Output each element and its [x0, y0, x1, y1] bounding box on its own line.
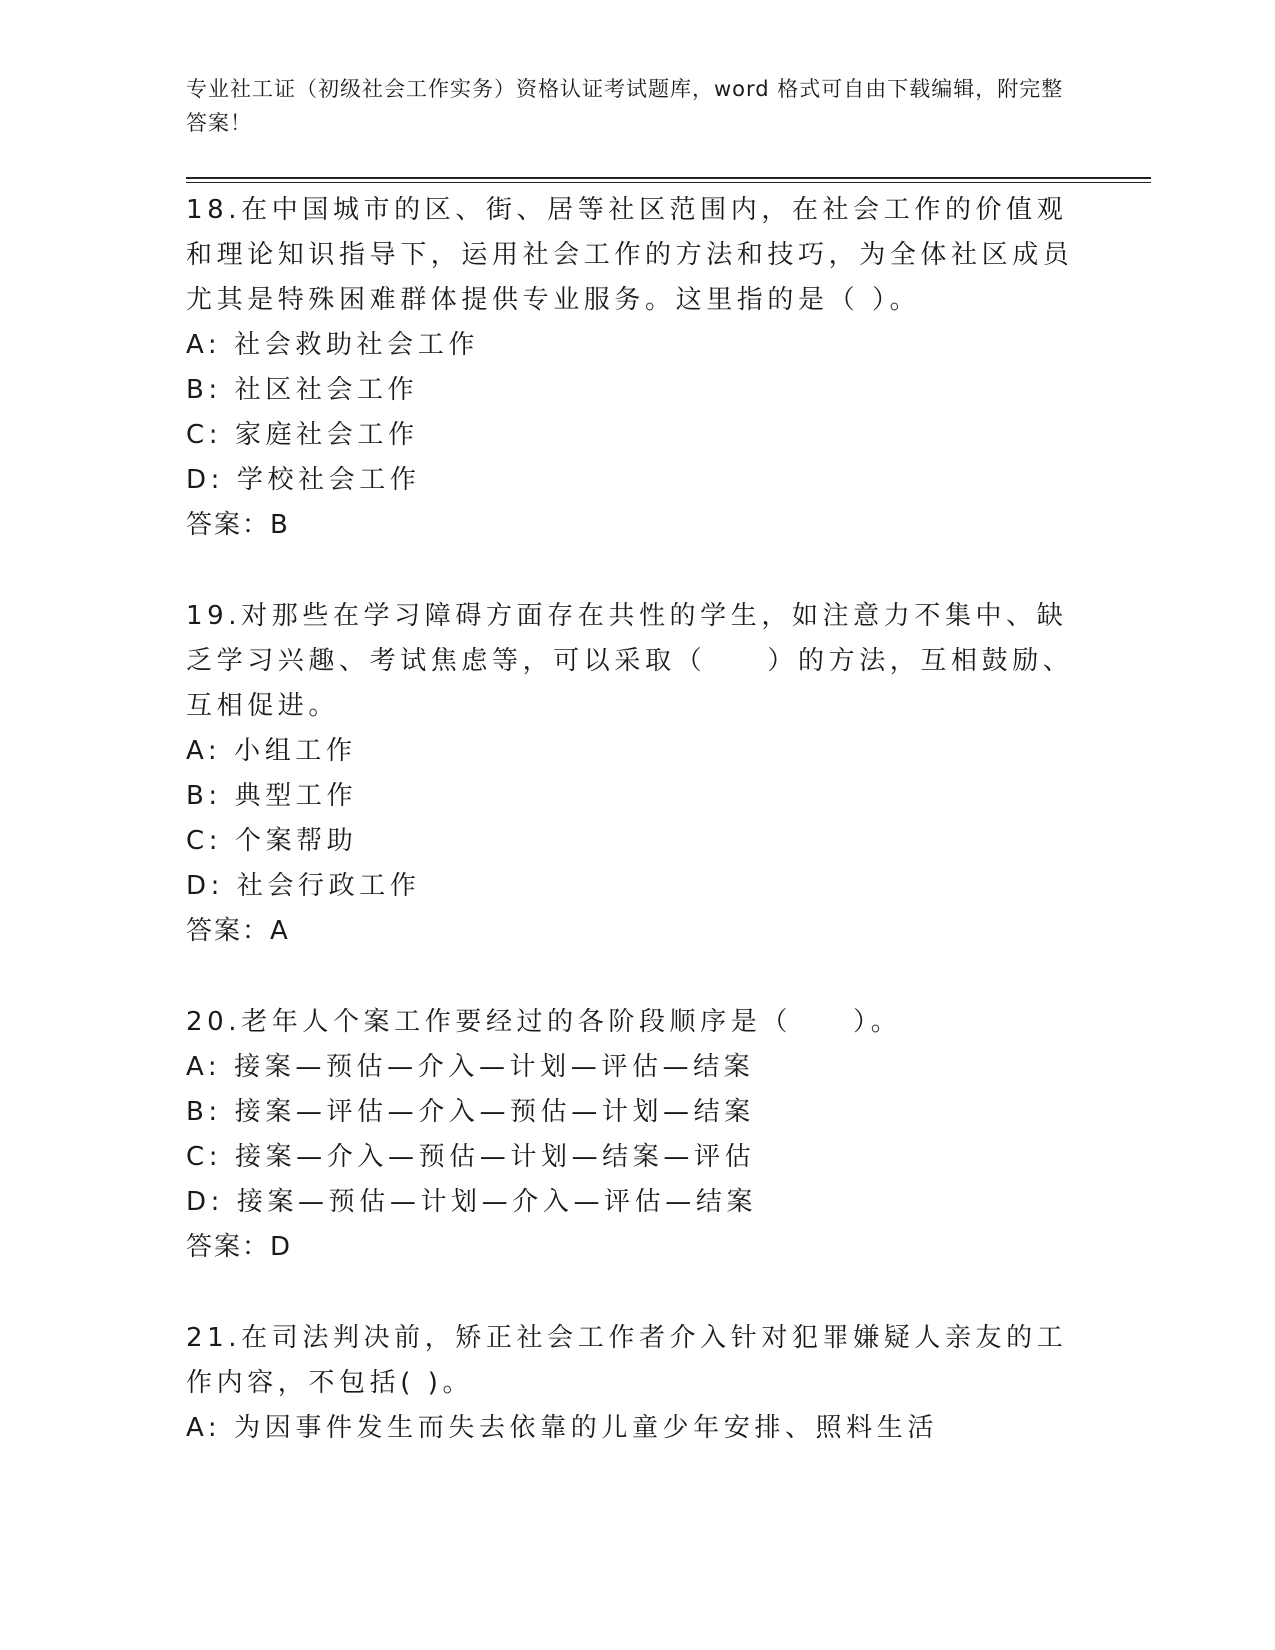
question-19 [186, 594, 1086, 954]
option-c: C: 家庭社会工作 [186, 420, 419, 450]
question-stem: 18.在中国城市的区、街、居等社区范围内，在社会工作的价值观和理论知识指导下，运用社会工作的方法和技巧，为全体社区成员尤其是特殊困难群体提供专业服务。这里指的是（ ）。 [186, 195, 1074, 315]
document-header: 专业社工证（初级社会工作实务）资格认证考试题库，word 格式可自由下载编辑，附完整答案！ [186, 77, 1064, 135]
option-b: B: 接案—评估—介入—预估—计划—结案 [186, 1097, 755, 1127]
option-c: C: 接案—介入—预估—计划—结案—评估 [186, 1142, 756, 1172]
option-d: D: 学校社会工作 [186, 465, 421, 495]
answer-label: 答案： [186, 1232, 271, 1262]
question-list [186, 188, 1086, 1451]
answer-value: D [270, 1232, 292, 1262]
answer-value: B [270, 510, 289, 540]
option-a: A: 小组工作 [186, 736, 357, 766]
option-d: D: 社会行政工作 [186, 871, 421, 901]
option-c: C: 个案帮助 [186, 826, 358, 856]
question-18 [186, 188, 1086, 548]
question-stem: 20.老年人个案工作要经过的各阶段顺序是（ ）。 [186, 1007, 902, 1037]
option-d: D: 接案—预估—计划—介入—评估—结案 [186, 1187, 758, 1217]
answer-value: A [270, 916, 289, 946]
answer-line [186, 909, 1086, 954]
answer-line [186, 503, 1086, 548]
question-stem: 21.在司法判决前，矫正社会工作者介入针对犯罪嫌疑人亲友的工作内容，不包括( )。 [186, 1323, 1068, 1398]
option-b: B: 典型工作 [186, 781, 358, 811]
header-divider-thin [186, 182, 1151, 183]
answer-label: 答案： [186, 510, 271, 540]
answer-label: 答案： [186, 916, 271, 946]
option-b: B: 社区社会工作 [186, 375, 419, 405]
question-20 [186, 1000, 1086, 1270]
answer-line [186, 1225, 1086, 1270]
header-divider-thick [186, 177, 1151, 179]
option-a: A: 社会救助社会工作 [186, 330, 479, 360]
question-21 [186, 1316, 1086, 1451]
question-stem: 19.对那些在学习障碍方面存在共性的学生，如注意力不集中、缺乏学习兴趣、考试焦虑等，可以采取（ ）的方法，互相鼓励、互相促进。 [186, 601, 1074, 721]
option-a: A: 为因事件发生而失去依靠的儿童少年安排、照料生活 [186, 1413, 938, 1443]
option-a: A: 接案—预估—介入—计划—评估—结案 [186, 1052, 755, 1082]
